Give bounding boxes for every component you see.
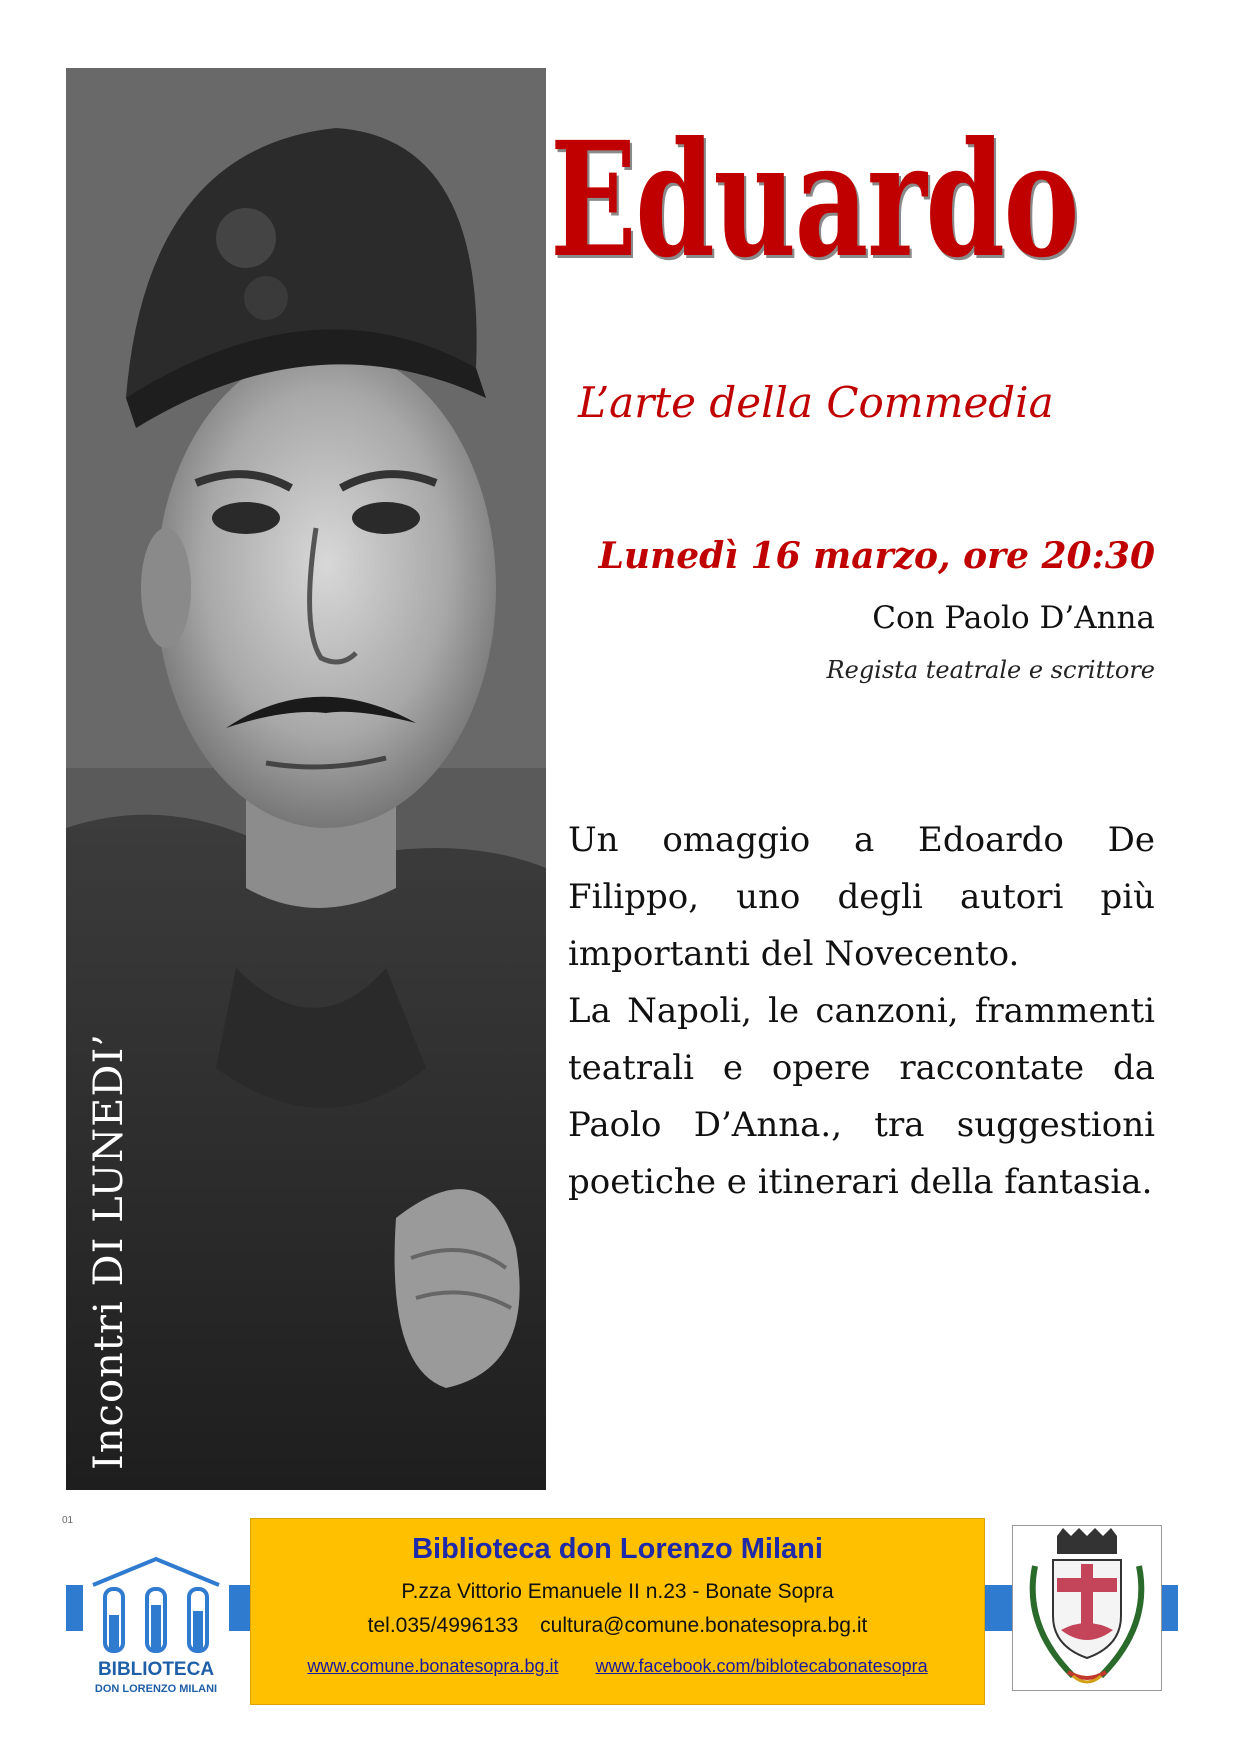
library-address: P.zza Vittorio Emanuele II n.23 - Bonate Sopra — [401, 1580, 834, 1603]
library-logo-icon — [83, 1555, 229, 1702]
library-name: Biblioteca don Lorenzo Milani — [412, 1533, 823, 1565]
library-email: cultura@comune.bonatesopra.bg.it — [540, 1614, 868, 1637]
guest-name: Con Paolo D’Anna — [872, 600, 1155, 636]
library-info-box — [250, 1518, 985, 1705]
library-phone: tel.035/4996133 — [367, 1614, 519, 1637]
event-subtitle: L’arte della Commedia — [578, 378, 1054, 427]
website-link[interactable]: www.comune.bonatesopra.bg.it — [307, 1656, 559, 1676]
guest-role: Regista teatrale e scrittore — [826, 656, 1155, 684]
event-datetime: Lunedì 16 marzo, ore 20:30 — [598, 535, 1155, 577]
library-links — [251, 1656, 984, 1677]
page-mark: 01 — [62, 1515, 74, 1526]
facebook-link[interactable]: www.facebook.com/biblotecabonatesopra — [595, 1656, 928, 1676]
event-description — [568, 812, 1155, 1211]
library-contacts — [251, 1614, 984, 1638]
event-title: Eduardo — [550, 108, 1078, 293]
library-logo-line2: DON LORENZO MILANI — [94, 1683, 218, 1695]
portrait-photo — [66, 68, 546, 1490]
municipal-crest-icon — [1012, 1525, 1162, 1691]
series-label: Incontri DI LUNEDI’ — [86, 1033, 132, 1470]
description-paragraph: Un omaggio a Edoardo De Filippo, uno degli autori più importanti del Novecento. — [568, 820, 1155, 974]
description-paragraph: La Napoli, le canzoni, frammenti teatrali e opere raccontate da Paolo D’Anna., tra suggestioni poetiche e itinerari della fantasia. — [568, 991, 1155, 1202]
library-logo-line1: BIBLIOTECA — [97, 1659, 215, 1680]
